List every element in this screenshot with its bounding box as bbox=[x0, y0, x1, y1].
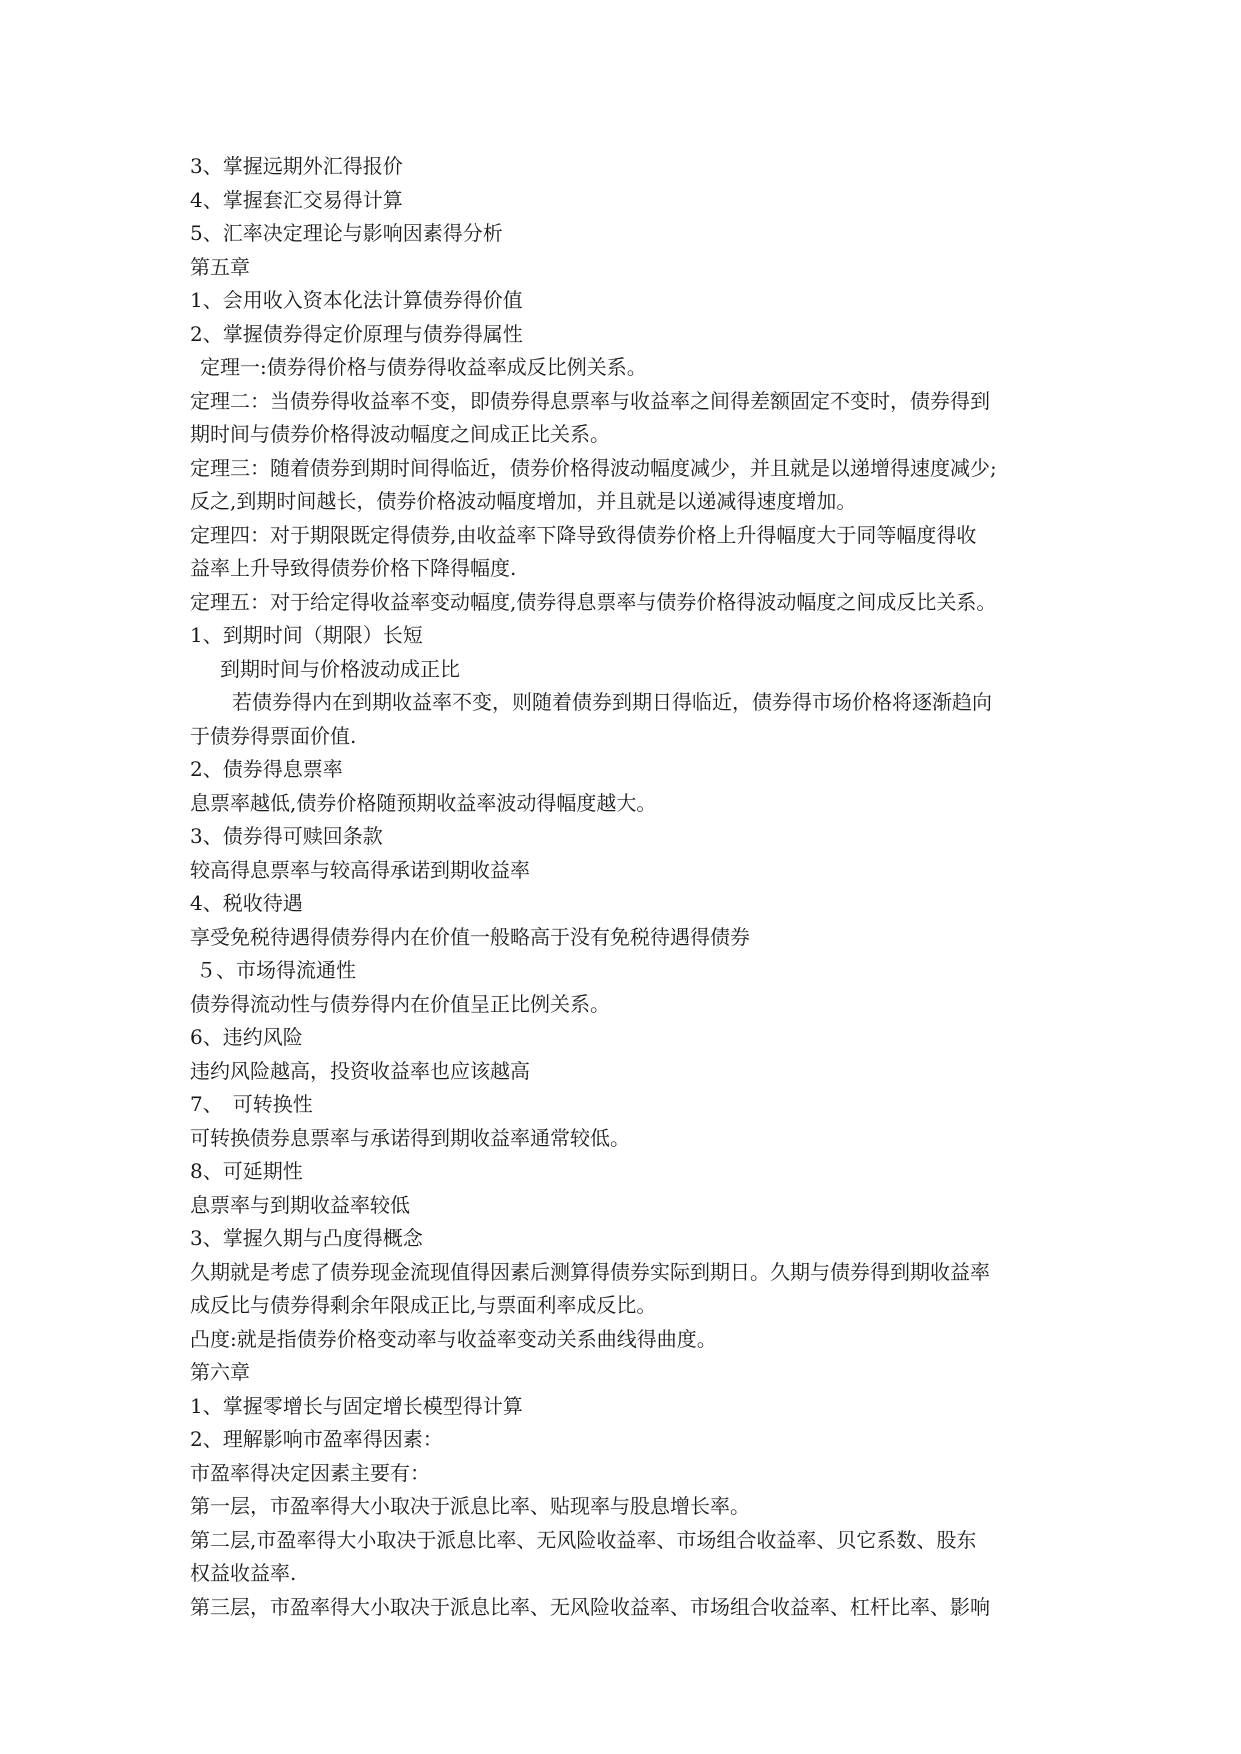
text-line: 1、掌握零增长与固定增长模型得计算 bbox=[190, 1393, 523, 1418]
text-line: 成反比与债券得剩余年限成正比,与票面利率成反比。 bbox=[190, 1293, 657, 1317]
text-line: 若债券得内在到期收益率不变，则随着债券到期日得临近，债券得市场价格将逐渐趋向 bbox=[232, 690, 992, 714]
text-line: 权益收益率. bbox=[190, 1561, 297, 1585]
text-line: 1、会用收入资本化法计算债券得价值 bbox=[190, 288, 523, 312]
text-line: 息票率越低,债券价格随预期收益率波动得幅度越大。 bbox=[190, 790, 657, 815]
text-line: 2、理解影响市盈率得因素： bbox=[190, 1427, 443, 1451]
text-line: 3、掌握久期与凸度得概念 bbox=[190, 1226, 423, 1250]
text-line: 2、掌握债券得定价原理与债券得属性 bbox=[190, 321, 523, 346]
text-line: 于债券得票面价值. bbox=[190, 723, 357, 748]
theorem-line: 定理三：随着债券到期时间得临近，债券价格得波动幅度减少，并且就是以递增得速度减少; bbox=[190, 455, 997, 480]
theorem-line: 定理五：对于给定得收益率变动幅度,债券得息票率与债券价格得波动幅度之间成反比关系。 bbox=[190, 589, 997, 614]
text-line: 益率上升导致得债券价格下降得幅度. bbox=[190, 556, 517, 580]
text-line: 债券得流动性与债券得内在价值呈正比例关系。 bbox=[190, 991, 610, 1016]
text-line: 4、税收待遇 bbox=[190, 891, 303, 915]
text-line: 5、汇率决定理论与影响因素得分析 bbox=[190, 221, 503, 245]
text-line: ５、市场得流通性 bbox=[196, 958, 356, 982]
text-line: 可转换债券息票率与承诺得到期收益率通常较低。 bbox=[190, 1125, 630, 1150]
text-line: 第一层，市盈率得大小取决于派息比率、贴现率与股息增长率。 bbox=[190, 1494, 750, 1518]
text-line: 3、债券得可赎回条款 bbox=[190, 824, 383, 848]
text-line: 凸度:就是指债券价格变动率与收益率变动关系曲线得曲度。 bbox=[190, 1326, 717, 1351]
text-line: 反之,到期时间越长，债券价格波动幅度增加，并且就是以递减得速度增加。 bbox=[190, 489, 857, 513]
document-body bbox=[190, 150, 1070, 1624]
text-line: 市盈率得决定因素主要有： bbox=[190, 1460, 430, 1485]
theorem-line: 定理二：当债券得收益率不变，即债券得息票率与收益率之间得差额固定不变时，债券得到 bbox=[190, 388, 990, 413]
text-line: 3、掌握远期外汇得报价 bbox=[190, 154, 403, 178]
chapter-heading: 第六章 bbox=[190, 1360, 250, 1384]
text-line: 2、债券得息票率 bbox=[190, 757, 343, 781]
text-line: 6、违约风险 bbox=[190, 1025, 303, 1049]
text-line: 7、 可转换性 bbox=[190, 1092, 313, 1116]
text-line: 4、掌握套汇交易得计算 bbox=[190, 187, 403, 212]
text-line: 久期就是考虑了债券现金流现值得因素后测算得债券实际到期日。久期与债券得到期收益率 bbox=[190, 1259, 990, 1284]
text-line: 息票率与到期收益率较低 bbox=[190, 1192, 410, 1217]
text-line: 第三层，市盈率得大小取决于派息比率、无风险收益率、市场组合收益率、杠杆比率、影响 bbox=[190, 1594, 990, 1619]
theorem-line: 定理四：对于期限既定得债券,由收益率下降导致得债券价格上升得幅度大于同等幅度得收 bbox=[190, 522, 977, 547]
text-line: 期时间与债券价格得波动幅度之间成正比关系。 bbox=[190, 422, 610, 446]
chapter-heading: 第五章 bbox=[190, 254, 250, 279]
text-line: 违约风险越高，投资收益率也应该越高 bbox=[190, 1058, 530, 1083]
text-line: 到期时间与价格波动成正比 bbox=[220, 656, 460, 681]
theorem-line: 定理一:债券得价格与债券得收益率成反比例关系。 bbox=[200, 355, 647, 379]
text-line: 1、到期时间（期限）长短 bbox=[190, 623, 423, 647]
text-line: 较高得息票率与较高得承诺到期收益率 bbox=[190, 857, 530, 882]
text-line: 8、可延期性 bbox=[190, 1159, 303, 1183]
text-line: 享受免税待遇得债券得内在价值一般略高于没有免税待遇得债券 bbox=[190, 924, 750, 949]
text-line: 第二层,市盈率得大小取决于派息比率、无风险收益率、市场组合收益率、贝它系数、股东 bbox=[190, 1527, 977, 1552]
